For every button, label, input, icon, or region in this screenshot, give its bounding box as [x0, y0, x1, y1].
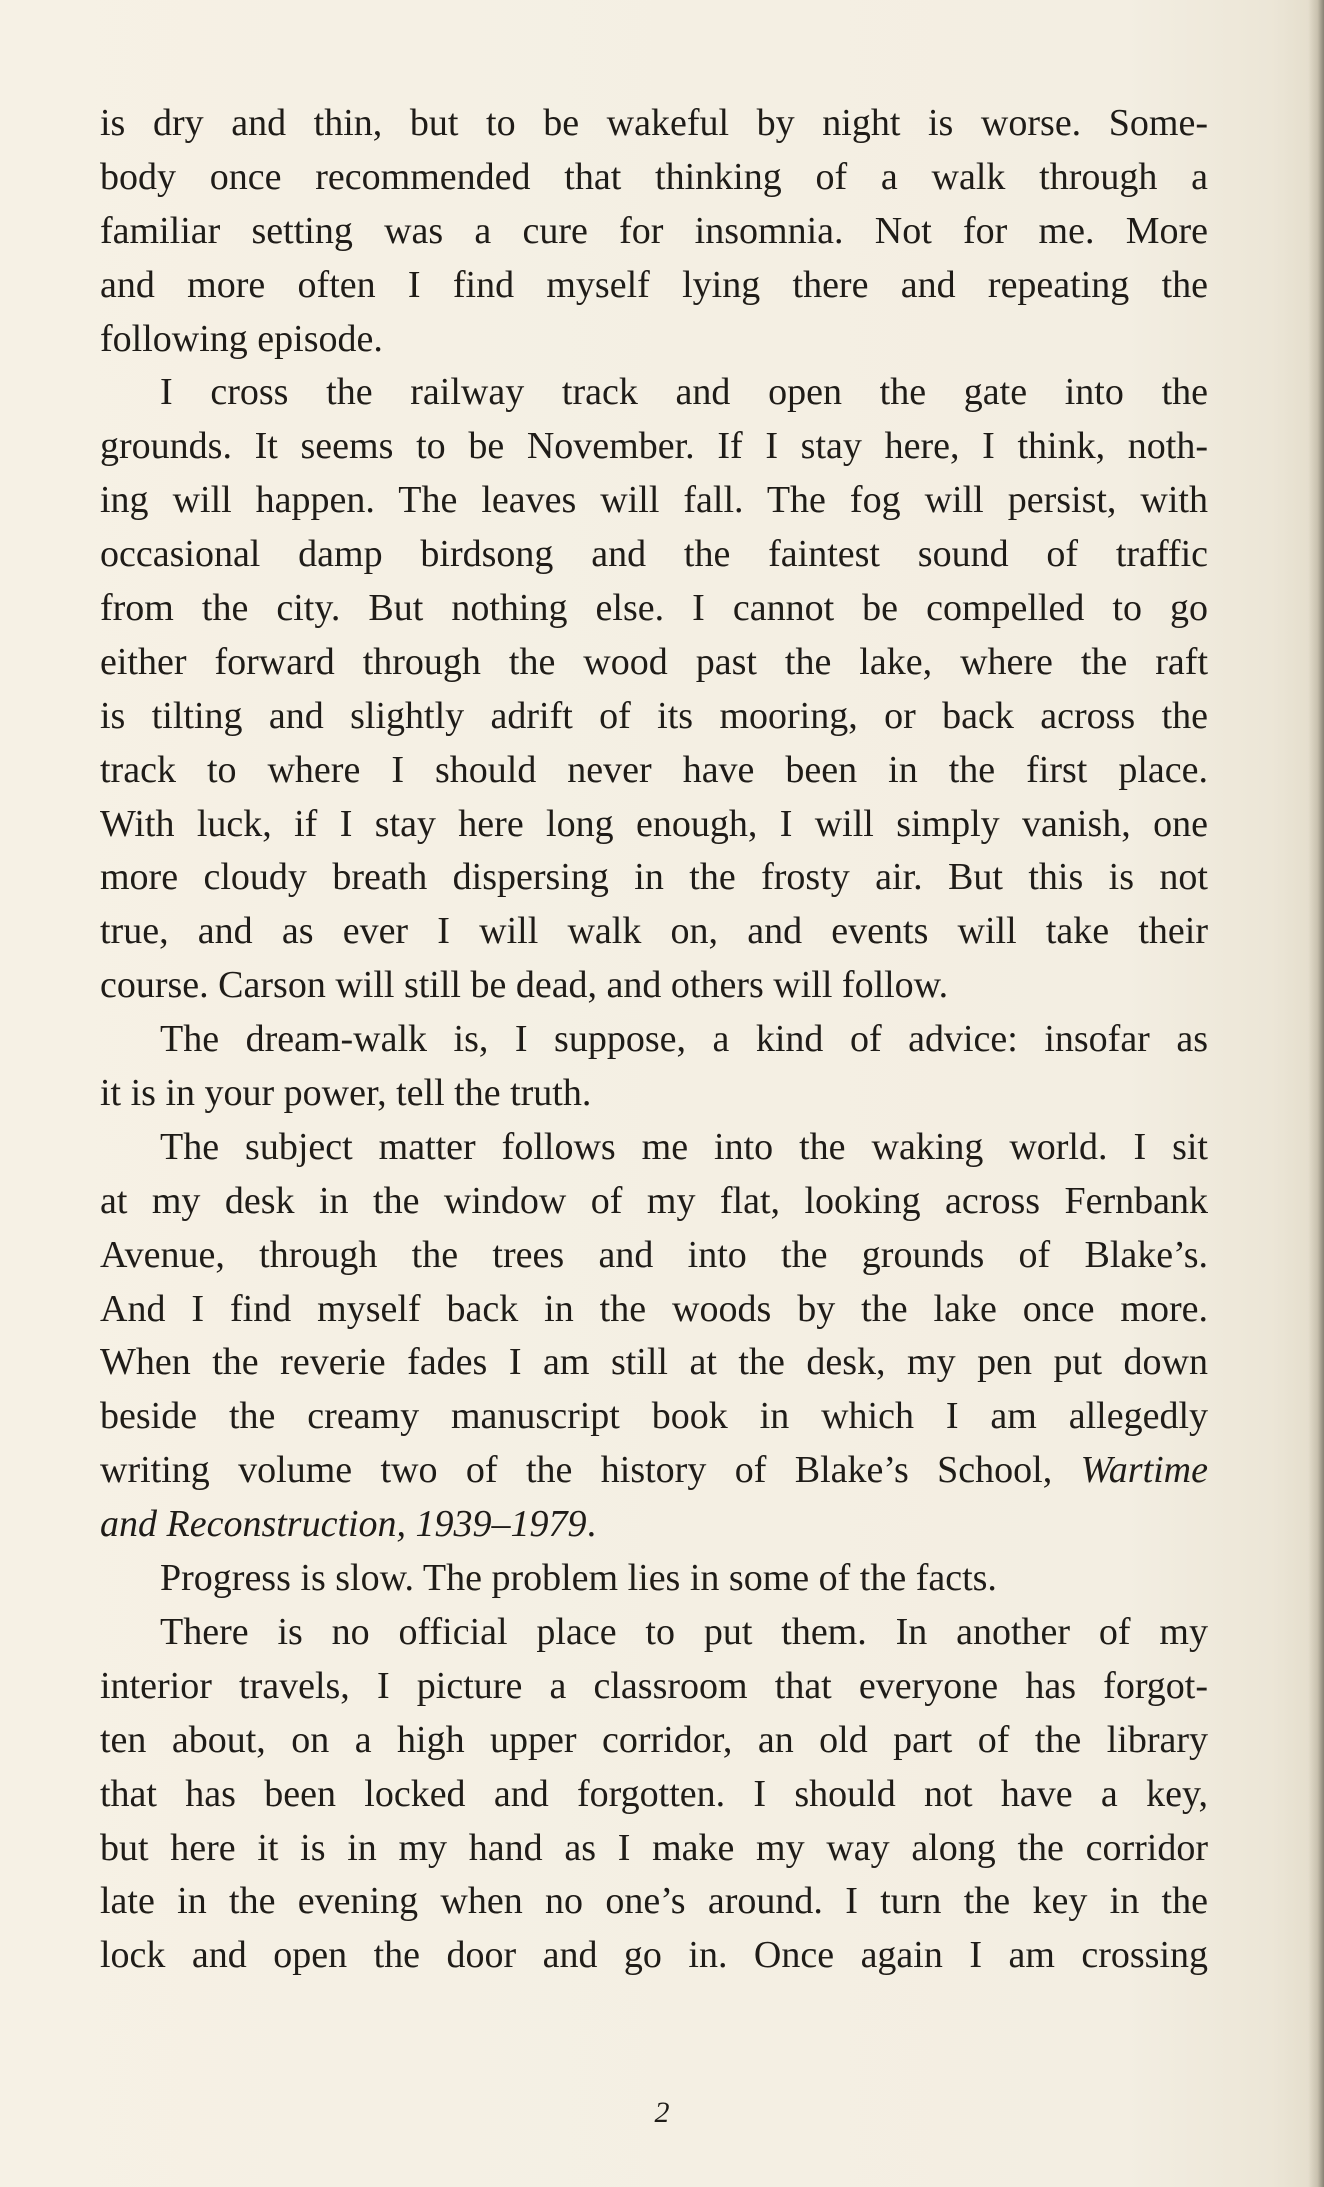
book-title-fragment: Wartime: [1080, 1449, 1208, 1492]
text-line: Avenue, through the trees and into the grounds of Blake’s.: [100, 1233, 1208, 1276]
text-line: either forward through the wood past the lake, where the raft: [100, 640, 1208, 683]
text-line: occasional damp birdsong and the faintest sound of traffic: [100, 533, 1208, 576]
text-line: When the reverie fades I am still at the desk, my pen put down: [100, 1341, 1208, 1384]
book-title: and Reconstruction, 1939–1979: [100, 1503, 587, 1546]
text-line: that has been locked and forgotten. I should not have a key,: [100, 1772, 1208, 1815]
text-line: body once recommended that thinking of a walk through a: [100, 155, 1208, 198]
text-line: true, and as ever I will walk on, and events will take their: [100, 910, 1208, 953]
page-gutter-shadow: [1308, 0, 1324, 2187]
text-line: With luck, if I stay here long enough, I will simply vanish, one: [100, 802, 1208, 845]
page-number: 2: [654, 2096, 670, 2129]
text-line: The subject matter follows me into the waking world. I sit: [160, 1125, 1208, 1168]
text-line: interior travels, I picture a classroom that everyone has forgot-: [100, 1664, 1208, 1707]
text-line: track to where I should never have been in the first place.: [100, 748, 1208, 791]
text-line: is dry and thin, but to be wakeful by night is worse. Some-: [100, 102, 1208, 144]
text-line: grounds. It seems to be November. If I stay here, I think, noth-: [100, 425, 1208, 468]
text-line-title-end: [100, 1498, 1208, 1552]
text-line: Progress is slow. The problem lies in some of the facts.: [160, 1557, 997, 1600]
text-line: ing will happen. The leaves will fall. The fog will persist, with: [100, 479, 1208, 522]
text-line: And I find myself back in the woods by the lake once more.: [100, 1287, 1208, 1330]
body-text: [100, 97, 1208, 1983]
text-line: I cross the railway track and open the gate into the: [160, 371, 1208, 414]
text-line-fragment: writing volume two of the history of Blake’s School,: [100, 1449, 1053, 1492]
text-line: following episode.: [100, 317, 383, 360]
text-line: course. Carson will still be dead, and others will follow.: [100, 964, 949, 1007]
text-line: is tilting and slightly adrift of its mooring, or back across the: [100, 694, 1208, 737]
text-line: from the city. But nothing else. I cannot be compelled to go: [100, 587, 1208, 630]
text-line: lock and open the door and go in. Once again I am crossing: [100, 1934, 1208, 1977]
text-line: familiar setting was a cure for insomnia. Not for me. More: [100, 209, 1208, 252]
text-line: at my desk in the window of my flat, looking across Fernbank: [100, 1179, 1208, 1222]
text-line: and more often I find myself lying there and repeating the: [100, 263, 1208, 306]
text-line: beside the creamy manuscript book in which I am allegedly: [100, 1395, 1208, 1438]
text-line: more cloudy breath dispersing in the frosty air. But this is not: [100, 856, 1208, 899]
punctuation: .: [586, 1503, 597, 1546]
text-line: There is no official place to put them. In another of my: [160, 1610, 1208, 1653]
text-line: it is in your power, tell the truth.: [100, 1072, 592, 1115]
text-line: ten about, on a high upper corridor, an old part of the library: [100, 1718, 1208, 1761]
text-line: late in the evening when no one’s around. I turn the key in the: [100, 1880, 1208, 1923]
text-line-with-title: [100, 1444, 1208, 1498]
text-line: The dream-walk is, I suppose, a kind of advice: insofar as: [160, 1018, 1208, 1061]
text-line: but here it is in my hand as I make my way along the corridor: [100, 1826, 1208, 1869]
